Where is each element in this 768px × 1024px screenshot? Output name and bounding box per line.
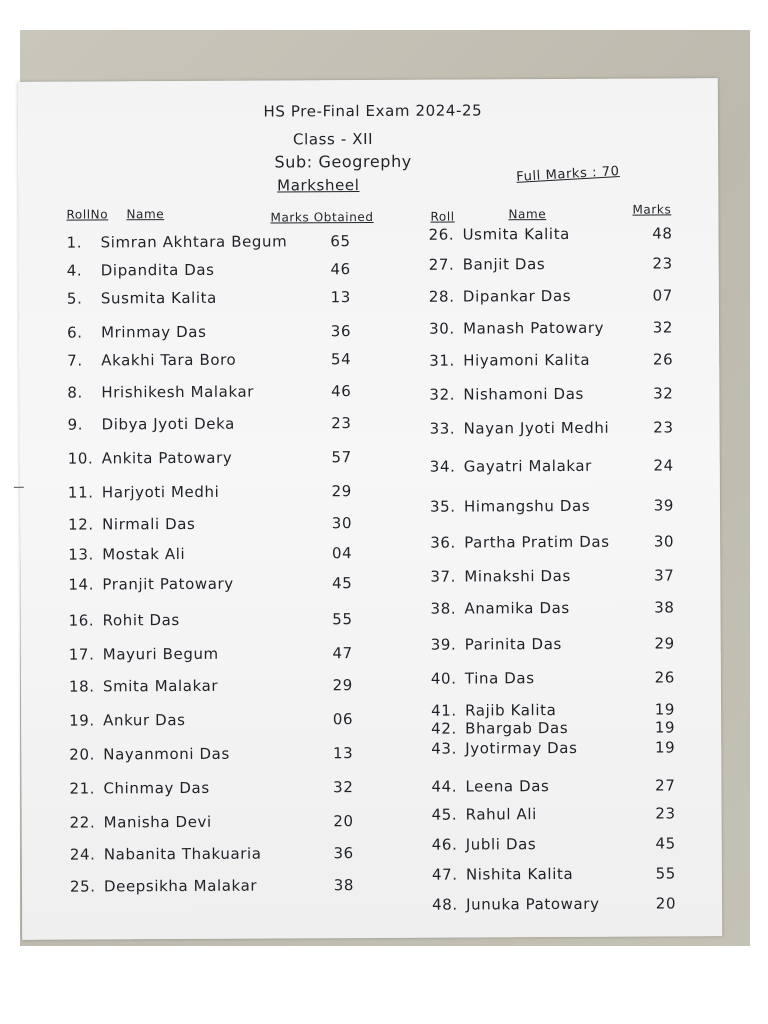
student-name: Manisha Devi: [103, 812, 212, 832]
marks-obtained: 36: [333, 844, 354, 863]
roll-number: 42.: [431, 719, 457, 738]
table-row: [429, 224, 689, 249]
marks-obtained: 13: [330, 288, 351, 307]
student-name: Jubli Das: [465, 835, 537, 854]
student-name: Jyotirmay Das: [465, 738, 578, 758]
student-name: Leena Das: [465, 777, 550, 796]
table-row: [429, 254, 689, 279]
roll-number: 41.: [431, 701, 457, 720]
student-name: Simran Akhtara Begum: [100, 232, 288, 252]
marks-obtained: 07: [652, 286, 673, 305]
marks-obtained: 29: [654, 634, 675, 653]
stray-mark: [14, 487, 24, 488]
table-row: [432, 804, 692, 829]
roll-number: 16.: [68, 611, 95, 630]
table-row: [429, 318, 689, 343]
marks-obtained: 47: [332, 644, 353, 663]
table-row: [432, 894, 692, 919]
marks-obtained: 04: [331, 544, 353, 563]
marks-obtained: 20: [333, 812, 354, 831]
roll-number: 18.: [68, 677, 95, 696]
student-name: Gayatri Malakar: [463, 456, 592, 476]
table-row: [431, 668, 691, 693]
roll-number: 5.: [66, 289, 83, 308]
student-name: Usmita Kalita: [462, 224, 571, 244]
marks-obtained: 65: [330, 232, 351, 251]
student-name: Dipandita Das: [100, 260, 215, 280]
table-row: [67, 232, 367, 258]
marks-obtained: 36: [330, 322, 352, 341]
marks-obtained: 54: [330, 350, 352, 369]
student-name: Mostak Ali: [102, 544, 186, 564]
table-row: [432, 834, 692, 859]
roll-number: 30.: [429, 319, 455, 338]
student-name: Rajib Kalita: [465, 701, 557, 720]
table-row: [67, 322, 367, 348]
right-marks-header: Marks: [632, 202, 672, 217]
marks-obtained: 06: [332, 710, 354, 729]
right-name-header: Name: [508, 207, 547, 222]
roll-number: 14.: [68, 575, 95, 594]
marks-obtained: 46: [331, 382, 352, 401]
table-row: [69, 610, 369, 636]
table-row: [70, 876, 370, 902]
table-row: [430, 532, 690, 557]
marks-obtained: 19: [654, 718, 676, 737]
student-name: Dipankar Das: [462, 286, 572, 306]
marks-obtained: 26: [652, 350, 674, 369]
marks-obtained: 57: [331, 448, 352, 467]
marks-obtained: 32: [333, 778, 354, 797]
marks-obtained: 48: [652, 224, 673, 243]
student-name: Nayan Jyoti Medhi: [463, 418, 610, 438]
roll-number: 17.: [68, 645, 95, 664]
table-row: [69, 710, 369, 736]
student-name: Anamika Das: [464, 598, 570, 618]
marks-obtained: 32: [653, 384, 674, 403]
roll-number: 44.: [431, 777, 458, 796]
student-name: Minakshi Das: [464, 566, 571, 586]
student-name: Junuka Patowary: [466, 894, 600, 914]
roll-number: 26.: [428, 225, 455, 244]
marks-obtained: 13: [332, 744, 354, 763]
marks-obtained: 29: [331, 482, 352, 501]
student-name: Manash Patowary: [463, 318, 605, 338]
marks-obtained: 26: [654, 668, 675, 687]
student-name: Partha Pratim Das: [464, 532, 610, 552]
roll-number: 1.: [66, 233, 83, 252]
marks-obtained: 45: [655, 834, 676, 853]
table-row: [68, 544, 368, 570]
student-name: Bhargab Das: [465, 718, 569, 738]
marks-obtained: 46: [330, 260, 351, 279]
student-name: Hiyamoni Kalita: [463, 350, 591, 370]
roll-number: 40.: [430, 669, 457, 688]
table-row: [431, 634, 691, 659]
marks-obtained: 23: [331, 414, 352, 433]
left-roll-header: RollNo: [66, 207, 109, 222]
table-row: [67, 260, 367, 286]
student-name: Rahul Ali: [465, 805, 537, 824]
marks-obtained: 19: [654, 738, 676, 757]
student-name: Akakhi Tara Boro: [101, 350, 237, 370]
roll-number: 28.: [428, 287, 455, 306]
table-row: [68, 414, 368, 440]
student-name: Ankur Das: [103, 710, 186, 730]
left-marks-header: Marks Obtained: [270, 209, 374, 225]
table-row: [430, 456, 690, 481]
marks-obtained: 38: [654, 598, 675, 617]
table-row: [430, 598, 690, 623]
table-row: [429, 286, 689, 311]
table-row: [431, 776, 691, 801]
marks-obtained: 55: [655, 864, 676, 883]
marks-obtained: 37: [654, 566, 675, 585]
roll-number: 48.: [432, 895, 458, 914]
roll-number: 39.: [430, 635, 457, 654]
student-name: Nishita Kalita: [465, 864, 574, 884]
roll-number: 13.: [68, 545, 94, 564]
student-name: Smita Malakar: [102, 676, 219, 696]
table-row: [429, 350, 689, 375]
roll-number: 46.: [431, 835, 458, 854]
student-name: Hrishikesh Malakar: [101, 382, 255, 402]
roll-number: 21.: [69, 779, 96, 798]
roll-number: 24.: [69, 845, 96, 864]
marks-obtained: 39: [653, 496, 675, 515]
marks-obtained: 32: [652, 318, 674, 337]
marks-obtained: 20: [655, 894, 677, 913]
roll-number: 11.: [67, 483, 94, 502]
roll-number: 9.: [67, 415, 84, 434]
table-row: [70, 812, 370, 838]
roll-number: 10.: [67, 449, 94, 468]
table-row: [430, 566, 690, 591]
student-name: Mayuri Begum: [102, 644, 219, 664]
table-row: [429, 384, 689, 409]
marks-obtained: 38: [333, 876, 355, 895]
roll-number: 19.: [69, 711, 95, 730]
roll-number: 45.: [431, 805, 458, 824]
student-name: Nabanita Thakuaria: [103, 844, 262, 864]
table-row: [69, 644, 369, 670]
student-name: Nirmali Das: [102, 514, 196, 534]
roll-number: 6.: [67, 323, 83, 342]
table-row: [431, 738, 691, 763]
roll-number: 7.: [67, 351, 83, 370]
roll-number: 25.: [69, 877, 96, 896]
table-row: [430, 496, 690, 521]
marks-obtained: 23: [652, 254, 673, 273]
marksheet-paper: [18, 78, 722, 940]
marks-obtained: 55: [332, 610, 353, 629]
student-name: Himangshu Das: [463, 496, 591, 516]
student-name: Susmita Kalita: [100, 288, 217, 308]
roll-number: 32.: [429, 385, 456, 404]
roll-number: 37.: [430, 567, 457, 586]
left-name-header: Name: [126, 207, 165, 222]
student-name: Mrinmay Das: [101, 322, 207, 342]
table-row: [68, 514, 368, 540]
student-name: Chinmay Das: [103, 778, 210, 798]
marks-obtained: 24: [653, 456, 674, 475]
roll-number: 31.: [429, 351, 455, 370]
marks-obtained: 29: [332, 676, 353, 695]
student-name: Deepsikha Malakar: [103, 876, 258, 896]
roll-number: 34.: [429, 457, 456, 476]
table-row: [68, 448, 368, 474]
table-row: [67, 350, 367, 376]
roll-number: 47.: [431, 865, 458, 884]
subject-line: Sub: Geogrephy: [274, 151, 412, 172]
student-name: Rohit Das: [102, 610, 180, 630]
roll-number: 36.: [430, 533, 456, 552]
table-row: [69, 744, 369, 770]
roll-number: 33.: [429, 419, 456, 438]
student-name: Nishamoni Das: [463, 384, 584, 404]
table-row: [69, 778, 369, 804]
table-row: [430, 418, 690, 443]
marks-obtained: 30: [331, 514, 353, 533]
marks-obtained: 23: [653, 418, 674, 437]
roll-number: 20.: [69, 745, 95, 764]
table-row: [68, 482, 368, 508]
roll-number: 22.: [69, 813, 96, 832]
roll-number: 12.: [68, 515, 94, 534]
exam-title: HS Pre-Final Exam 2024-25: [263, 101, 483, 121]
student-name: Pranjit Patowary: [102, 574, 234, 594]
full-marks: Full Marks : 70: [515, 163, 620, 185]
student-name: Nayanmoni Das: [103, 744, 230, 764]
marks-obtained: 30: [653, 532, 675, 551]
class-line: Class - XII: [292, 129, 374, 149]
roll-number: 8.: [67, 383, 83, 402]
marks-obtained: 23: [655, 804, 676, 823]
right-roll-header: Roll: [430, 209, 455, 224]
table-row: [69, 676, 369, 702]
roll-number: 43.: [431, 739, 457, 758]
table-row: [68, 574, 368, 600]
student-name: Ankita Patowary: [101, 448, 233, 468]
sheet-label: Marksheel: [277, 176, 360, 195]
table-row: [432, 864, 692, 889]
student-name: Banjit Das: [462, 255, 546, 274]
marks-obtained: 45: [332, 574, 353, 593]
student-name: Parinita Das: [464, 634, 562, 654]
student-name: Harjyoti Medhi: [101, 482, 220, 502]
roll-number: 27.: [428, 255, 455, 274]
student-name: Dibya Jyoti Deka: [101, 414, 235, 434]
marks-obtained: 27: [655, 776, 676, 795]
student-name: Tina Das: [464, 669, 535, 688]
table-row: [70, 844, 370, 870]
roll-number: 4.: [66, 261, 83, 280]
table-row: [67, 382, 367, 408]
roll-number: 38.: [430, 599, 457, 618]
table-row: [67, 288, 367, 314]
roll-number: 35.: [429, 497, 456, 516]
marks-obtained: 19: [654, 700, 676, 719]
